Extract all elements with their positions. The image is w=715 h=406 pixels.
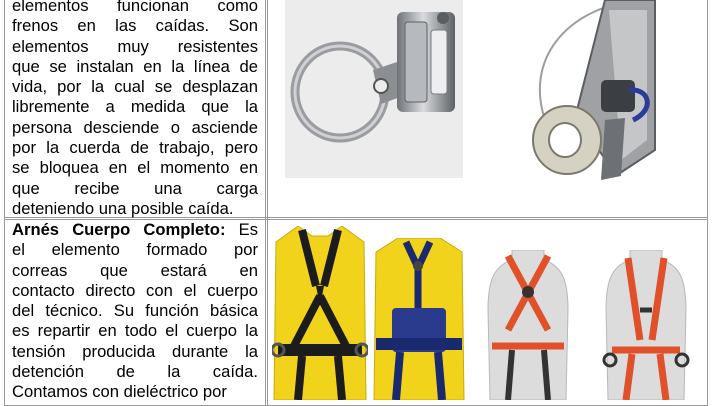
column-divider-double	[267, 0, 268, 406]
text-line: elementos muy resistentes	[12, 36, 258, 56]
fall-arrester-photo-2	[505, 0, 685, 200]
harness-photo-yellow-front	[272, 226, 368, 400]
text-line: el elemento formado por	[12, 240, 258, 260]
harness-photo-yellow-back	[372, 238, 466, 400]
harness-description	[12, 220, 258, 403]
text-line: es repartir en todo el cuerpo la	[12, 321, 258, 341]
text-line: deteniendo una posible caída.	[12, 198, 234, 218]
text-line: Contamos con dieléctrico por	[12, 382, 227, 402]
text-line: correas que estará en	[12, 260, 258, 280]
harness-photo-orange-back	[482, 250, 574, 400]
text-line: del técnico. Su función básica	[12, 301, 258, 321]
heading-line	[12, 220, 258, 240]
text-line: contacto directo con el cuerpo	[12, 280, 258, 300]
fall-arrester-description	[12, 0, 258, 219]
harness-heading: Arnés Cuerpo Completo:	[12, 220, 226, 239]
text-line: que recibe una carga	[12, 178, 258, 198]
text-line: elementos funcionan como	[12, 0, 258, 15]
text-line: que se instalan en la línea de	[12, 56, 258, 76]
harness-photo-orange-front	[600, 250, 692, 400]
text-line: libremente a medida que la	[12, 97, 258, 117]
column-divider	[265, 0, 266, 406]
text-line: por la cuerda de trabajo, pero	[12, 138, 258, 158]
text-line: detención de la caída.	[12, 362, 258, 382]
text-line: tensión producida durante la	[12, 341, 258, 361]
heading-tail: Es	[225, 220, 258, 239]
text-line: persona desciende o asciende	[12, 117, 258, 137]
text-line: se bloquea en el momento en	[12, 158, 258, 178]
text-line: frenos en las caídas. Son	[12, 16, 258, 36]
fall-arrester-photo-1	[285, 0, 463, 178]
text-line: vida, por la cual se desplazan	[12, 77, 258, 97]
